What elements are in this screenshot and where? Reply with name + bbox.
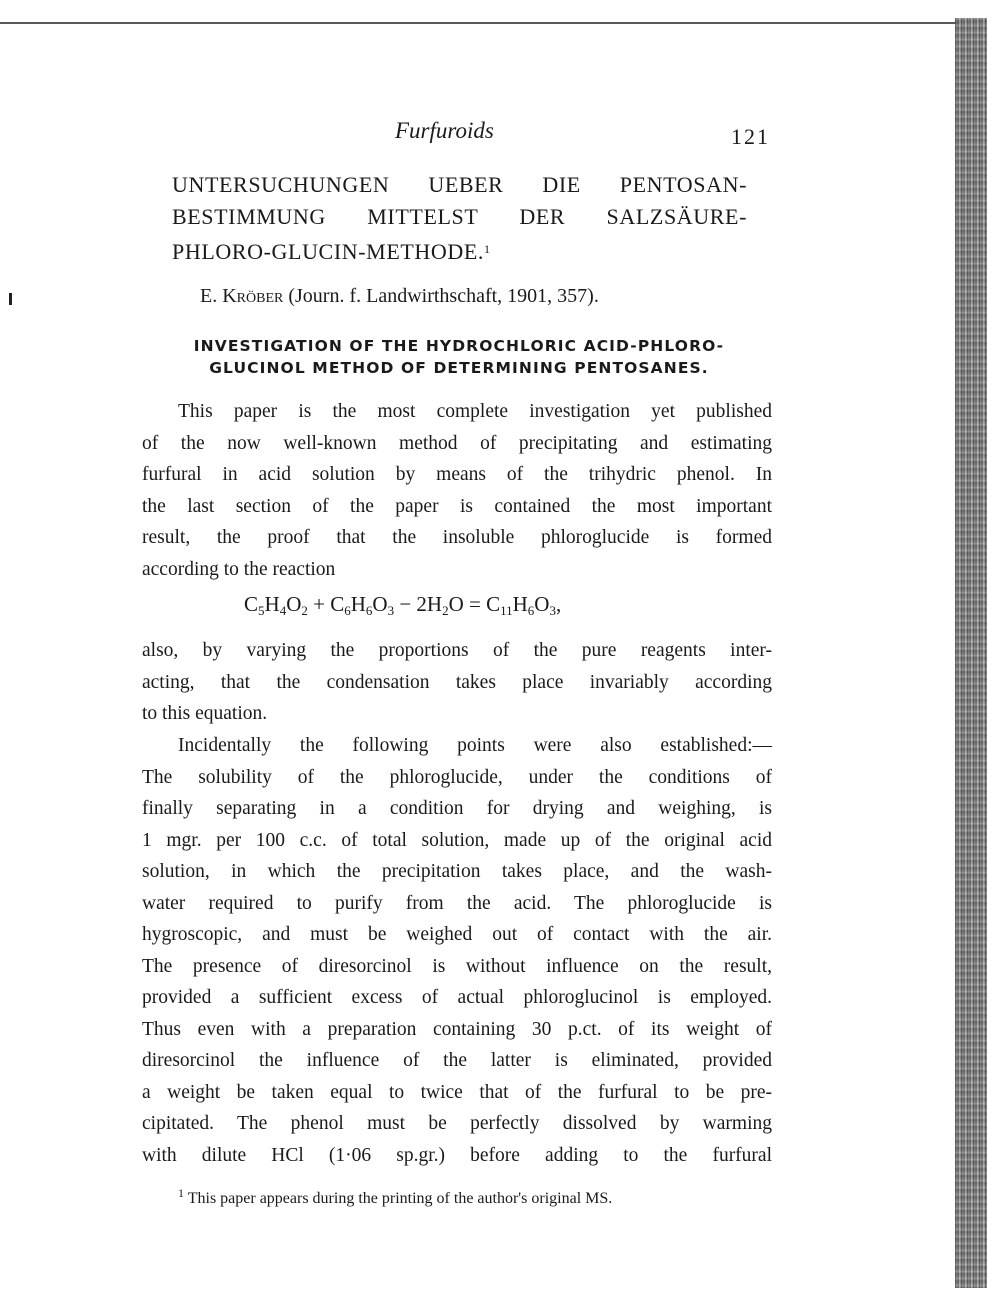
text-line: 1 mgr. per 100 c.c. of total solution, made up of the original acid	[142, 829, 772, 851]
text-line: the last section of the paper is contained the most important	[142, 495, 772, 517]
footnote-marker: 1	[484, 242, 491, 256]
german-title	[172, 169, 747, 268]
chemical-equation: $C_5H_4O_2 + C_6H_6O_3 - 2H_2O = C_{11}H_6O_3$,	[244, 592, 562, 618]
paragraph-3	[142, 730, 772, 1171]
text-line: acting, that the condensation takes place invariably according	[142, 671, 772, 693]
paragraph-1	[142, 396, 772, 585]
page-number: 121	[731, 124, 770, 149]
german-title-line: PHLORO-GLUCIN-METHODE.$^1$	[172, 239, 491, 264]
text-line: The solubility of the phloroglucide, under the conditions of	[142, 766, 772, 788]
text-line: water required to purify from the acid. The phloroglucide is	[142, 892, 772, 914]
german-title-line: BESTIMMUNG MITTELST DER SALZSÄURE-	[172, 204, 747, 229]
english-title	[144, 335, 774, 379]
footnote-text: This paper appears during the printing of the author's original MS.	[187, 1190, 613, 1207]
text-line: provided a sufficient excess of actual phloroglucinol is employed.	[142, 987, 772, 1008]
text-line: diresorcinol the influence of the latter is eliminated, provided	[142, 1050, 772, 1071]
reference-journal: (Journ. f. Landwirthschaft, 1901, 357).	[288, 285, 599, 307]
text-line: also, by varying the proportions of the pure reagents inter-	[142, 640, 772, 661]
text-line: This paper is the most complete investigation yet published	[178, 401, 772, 422]
english-title-line: INVESTIGATION OF THE HYDROCHLORIC ACID-PHLORO-	[193, 337, 725, 355]
german-title-line: UNTERSUCHUNGEN UEBER DIE PENTOSAN-	[172, 172, 747, 197]
text-line: hygroscopic, and must be weighed out of contact with the air.	[142, 924, 772, 945]
text-line: solution, in which the precipitation takes place, and the wash-	[142, 861, 772, 882]
text-line: according to the reaction	[142, 558, 336, 580]
top-rule	[0, 22, 960, 24]
text-line: cipitated. The phenol must be perfectly dissolved by warming	[142, 1113, 772, 1134]
text-line: furfural in acid solution by means of the trihydric phenol. In	[142, 464, 772, 485]
footnote	[178, 1186, 612, 1208]
text-line: The presence of diresorcinol is without influence on the result,	[142, 955, 772, 977]
paragraph-2	[142, 635, 772, 730]
text-line: finally separating in a condition for drying and weighing, is	[142, 798, 772, 819]
text-line: result, the proof that the insoluble phloroglucide is formed	[142, 527, 772, 548]
reference-citation	[200, 285, 599, 308]
text-line: Incidentally the following points were also established:—	[178, 735, 772, 756]
text-line: a weight be taken equal to twice that of the furfural to be pre-	[142, 1081, 772, 1103]
text-line: Thus even with a preparation containing 30 p.ct. of its weight of	[142, 1018, 772, 1040]
text-line: to this equation.	[142, 703, 268, 724]
stray-ink-mark	[9, 293, 12, 305]
reference-author: E. Kröber	[200, 285, 284, 307]
text-line: with dilute HCl (1·06 sp.gr.) before adding to the furfural	[142, 1144, 772, 1166]
running-title: Furfuroids	[395, 118, 494, 143]
footnote-marker: 1	[178, 1186, 184, 1200]
book-binding-edge	[955, 18, 987, 1288]
text-line: of the now well-known method of precipitating and estimating	[142, 432, 772, 454]
english-title-line: GLUCINOL METHOD OF DETERMINING PENTOSANES.	[209, 359, 709, 377]
